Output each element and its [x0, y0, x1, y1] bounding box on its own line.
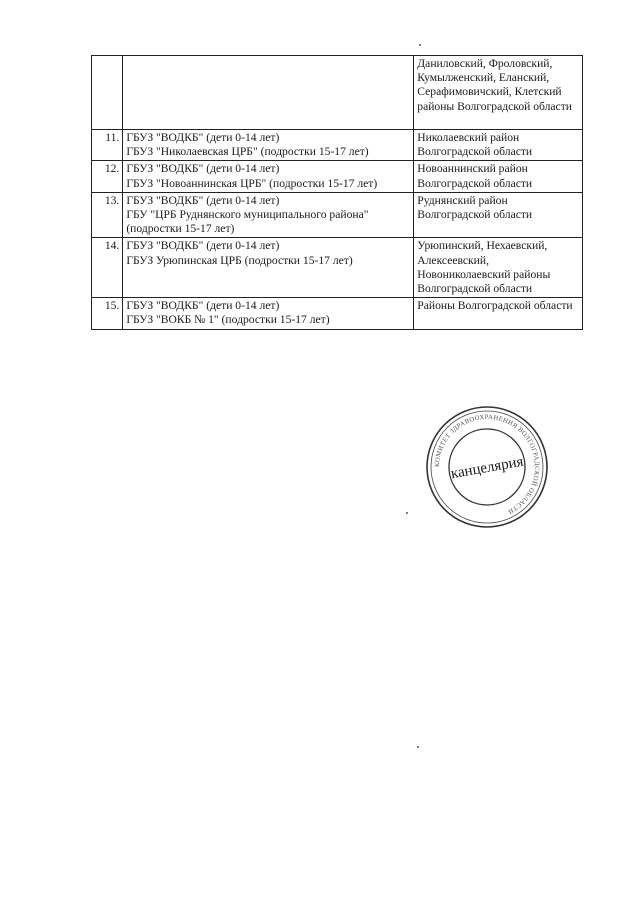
institution-cell — [123, 238, 414, 298]
table-row — [92, 238, 583, 298]
row-number — [92, 56, 123, 130]
area-text: Урюпинский, Нехаевский, Алексеевский, Новониколаевский районы Волгоградской области — [417, 239, 551, 296]
institution-adolescents: ГБУ "ЦРБ Руднянского муниципального района" (подростки 15-17 лет) — [126, 208, 369, 236]
stamp-center-text: канцелярия — [449, 453, 525, 483]
table-row — [92, 161, 583, 192]
row-number: 14. — [92, 238, 123, 298]
institution-cell — [123, 192, 414, 238]
institution-children: ГБУЗ "ВОДКБ" (дети 0-14 лет) — [126, 162, 280, 176]
area-cell — [414, 192, 583, 238]
area-cell — [414, 298, 583, 329]
row-number: 13. — [92, 192, 123, 238]
table-row — [92, 56, 583, 130]
scan-speck — [419, 44, 421, 46]
institution-children: ГБУЗ "ВОДКБ" (дети 0-14 лет) — [126, 131, 280, 144]
area-text: Николаевский район Волгоградской области — [417, 131, 533, 159]
area-text: Даниловский, Фроловский, Кумылженский, Еланский, Серафимовичский, Клетский районы Волгоградской области — [417, 57, 572, 113]
institution-adolescents: ГБУЗ "Николаевская ЦРБ" (подростки 15-17 лет) — [126, 145, 369, 159]
institution-cell — [123, 298, 414, 329]
area-cell — [414, 238, 583, 298]
institution-adolescents: ГБУЗ Урюпинская ЦРБ (подростки 15-17 лет) — [126, 253, 353, 267]
area-text: Районы Волгоградской области — [417, 299, 573, 313]
institution-cell — [123, 130, 414, 161]
institution-cell — [123, 56, 414, 130]
row-number: 12. — [92, 161, 123, 192]
institution-adolescents: ГБУЗ "ВОКБ № 1" (подростки 15-17 лет) — [126, 313, 330, 327]
table-row — [92, 298, 583, 329]
area-text: Новоаннинский район Волгоградской области — [417, 162, 533, 190]
stamp-ring-text: КОМИТЕТ ЗДРАВООХРАНЕНИЯ ВОЛГОГРАДСКОЙ ОБЛАСТИ — [433, 413, 541, 515]
table-row — [92, 192, 583, 238]
office-stamp — [424, 404, 550, 530]
scan-speck — [406, 512, 408, 514]
table-row — [92, 130, 583, 161]
area-cell — [414, 161, 583, 192]
area-text: Руднянский район Волгоградской области — [417, 193, 533, 222]
institution-children: ГБУЗ "ВОДКБ" (дети 0-14 лет) — [126, 299, 280, 313]
row-number: 15. — [92, 298, 123, 329]
scan-speck — [417, 746, 419, 748]
institution-children: ГБУЗ "ВОДКБ" (дети 0-14 лет) — [126, 193, 280, 207]
institution-adolescents: ГБУЗ "Новоаннинская ЦРБ" (подростки 15-17 лет) — [126, 176, 378, 190]
routing-table — [91, 55, 583, 330]
routing-table-body — [92, 56, 583, 330]
area-cell — [414, 130, 583, 161]
institution-children: ГБУЗ "ВОДКБ" (дети 0-14 лет) — [126, 239, 280, 253]
area-cell — [414, 56, 583, 130]
row-number: 11. — [92, 130, 123, 161]
institution-cell — [123, 161, 414, 192]
